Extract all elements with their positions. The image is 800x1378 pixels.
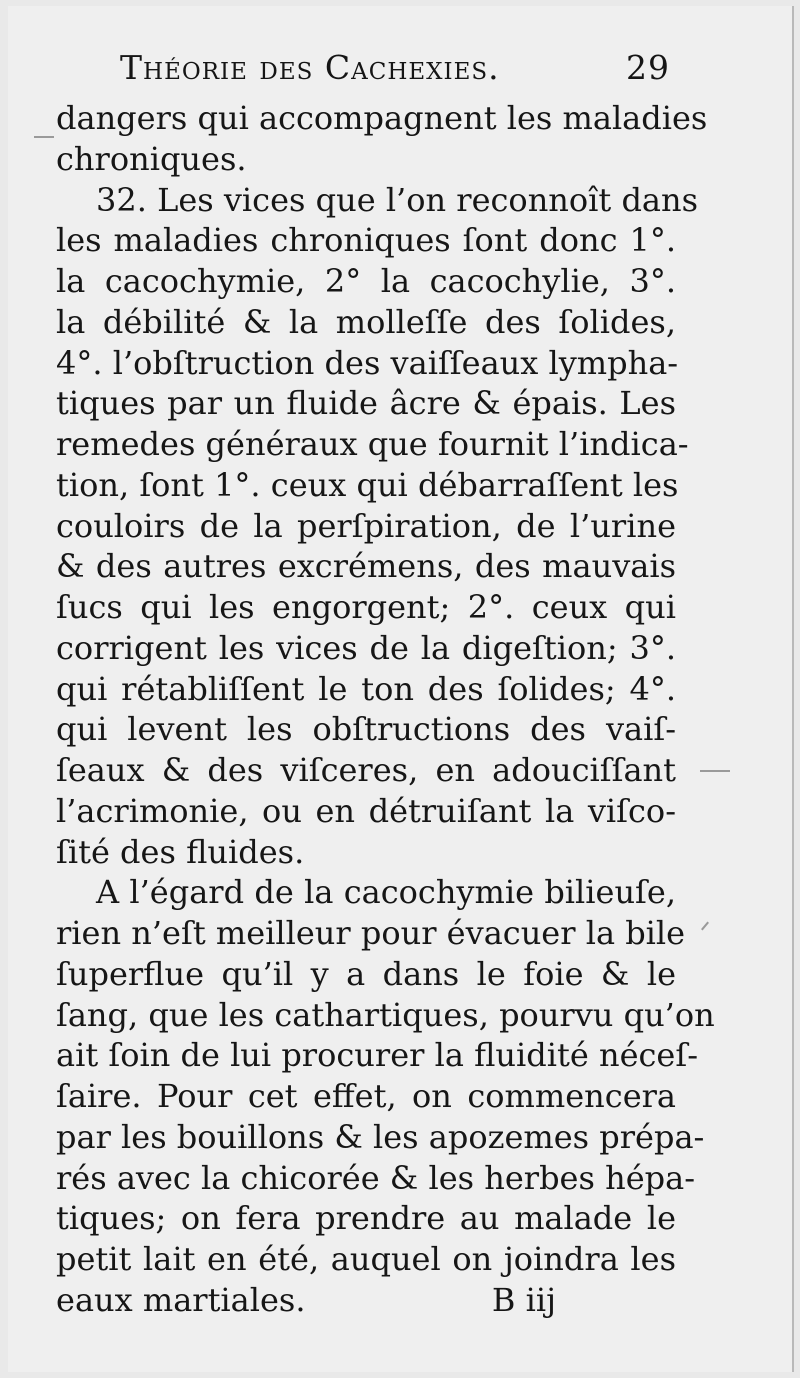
text-line: l’acrimonie, ou en détruiſant la viſco- bbox=[56, 791, 676, 830]
footer-line bbox=[56, 1280, 676, 1321]
text-line: 32. Les vices que l’on reconnoît dans bbox=[96, 180, 699, 219]
text-line: ait ſoin de lui procurer la fluidité néceſ- bbox=[56, 1036, 699, 1075]
text-line: la cacochymie, 2° la cacochylie, 3°. bbox=[56, 262, 676, 300]
text-line: dangers qui accompagnent les maladies bbox=[56, 99, 708, 137]
margin-mark bbox=[34, 136, 54, 138]
text-line: ſeaux & des viſceres, en adouciſſant bbox=[56, 751, 676, 789]
body-text bbox=[56, 98, 715, 1321]
text-line: corrigent les vices de la digeſtion; 3°. bbox=[56, 628, 676, 667]
text-line: tiques; on fera prendre au malade le bbox=[56, 1199, 676, 1238]
text-line: tion, ſont 1°. ceux qui débarraſſent les bbox=[56, 465, 679, 504]
running-title: Théorie des Cachexies. bbox=[120, 48, 500, 87]
text-line: rien n’eſt meilleur pour évacuer la bile bbox=[56, 914, 686, 952]
text-line: chroniques. bbox=[56, 139, 247, 178]
text-line: A l’égard de la cacochymie bilieuſe, bbox=[96, 873, 676, 912]
text-line: les maladies chroniques ſont donc 1°. bbox=[56, 221, 676, 260]
text-line: ſang, que les cathartiques, pourvu qu’on bbox=[56, 995, 715, 1034]
text-line: remedes généraux que fournit l’indica- bbox=[56, 425, 689, 463]
text-line: ſucs qui les engorgent; 2°. ceux qui bbox=[56, 588, 676, 626]
text-line: petit lait en été, auquel on joindra les bbox=[56, 1240, 676, 1278]
running-header bbox=[120, 48, 680, 96]
text-line: qui levent les obſtructions des vaiſ- bbox=[56, 710, 676, 749]
text-line: la débilité & la molleſſe des ſolides, bbox=[56, 302, 676, 341]
text-line: & des autres excrémens, des mauvais bbox=[56, 547, 676, 586]
signature-mark: B iij bbox=[491, 1280, 556, 1319]
text-line: ſaire. Pour cet effet, on commencera bbox=[56, 1077, 676, 1115]
text-line: ſuperflue qu’il y a dans le foie & le bbox=[56, 954, 676, 993]
text-line: rés avec la chicorée & les herbes hépa- bbox=[56, 1158, 695, 1197]
margin-mark bbox=[700, 770, 730, 772]
text-line: eaux martiales. bbox=[56, 1280, 306, 1319]
text-line: 4°. l’obſtruction des vaiſſeaux lympha- bbox=[56, 343, 679, 382]
text-line: couloirs de la perſpiration, de l’urine bbox=[56, 506, 676, 545]
text-line: par les bouillons & les apozemes prépa- bbox=[56, 1117, 705, 1156]
text-line: tiques par un fluide âcre & épais. Les bbox=[56, 384, 676, 423]
page-number: 29 bbox=[626, 48, 670, 87]
text-line: ſité des fluides. bbox=[56, 832, 305, 871]
text-line: qui rétabliſſent le ton des ſolides; 4°. bbox=[56, 669, 676, 708]
